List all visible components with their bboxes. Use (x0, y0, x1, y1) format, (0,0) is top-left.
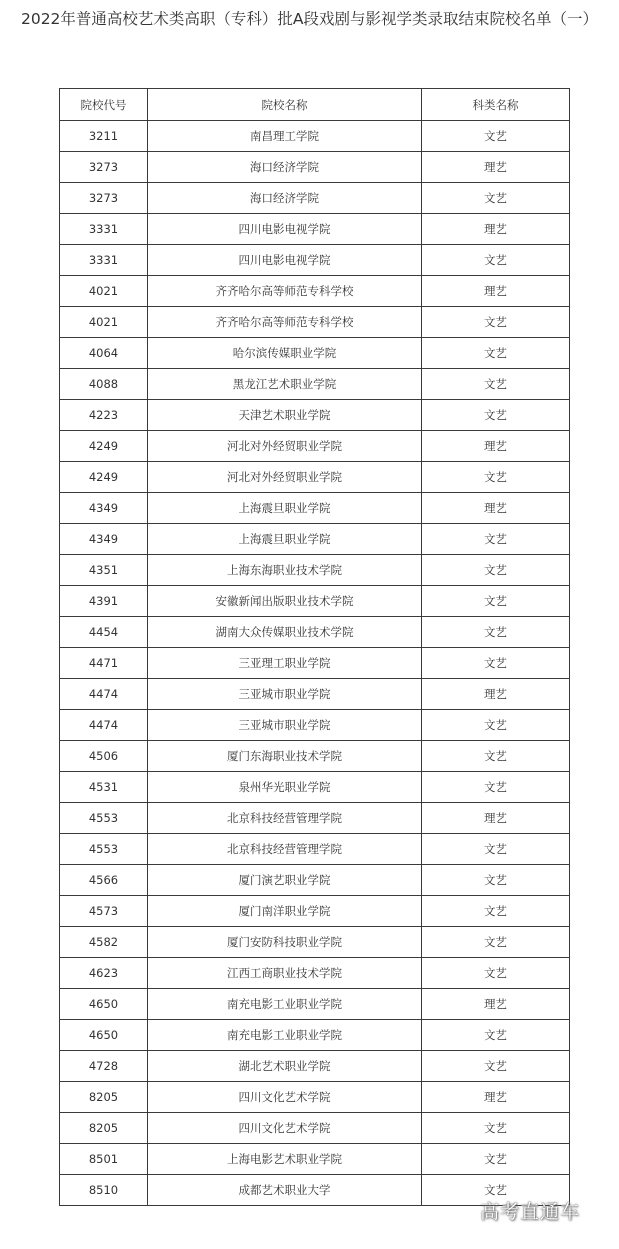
category-cell: 文艺 (422, 865, 570, 896)
table-row (60, 369, 570, 400)
category-cell: 文艺 (422, 307, 570, 338)
school-code-cell: 4021 (60, 276, 148, 307)
table-row (60, 586, 570, 617)
table-row (60, 276, 570, 307)
category-cell: 文艺 (422, 710, 570, 741)
school-code-cell: 4553 (60, 803, 148, 834)
school-name-cell: 厦门安防科技职业学院 (148, 927, 422, 958)
category-cell: 文艺 (422, 400, 570, 431)
school-code-cell: 4573 (60, 896, 148, 927)
school-name-cell: 南昌理工学院 (148, 121, 422, 152)
table-body (60, 121, 570, 1206)
category-cell: 文艺 (422, 648, 570, 679)
table-row (60, 338, 570, 369)
school-code-cell: 4391 (60, 586, 148, 617)
category-cell: 文艺 (422, 1020, 570, 1051)
table-row (60, 1144, 570, 1175)
school-name-cell: 齐齐哈尔高等师范专科学校 (148, 276, 422, 307)
category-cell: 理艺 (422, 214, 570, 245)
school-code-cell: 4088 (60, 369, 148, 400)
table-row (60, 121, 570, 152)
category-cell: 文艺 (422, 462, 570, 493)
category-cell: 文艺 (422, 524, 570, 555)
school-name-cell: 上海电影艺术职业学院 (148, 1144, 422, 1175)
category-cell: 理艺 (422, 1082, 570, 1113)
table-row (60, 896, 570, 927)
school-code-cell: 4349 (60, 524, 148, 555)
category-cell: 理艺 (422, 431, 570, 462)
category-cell: 理艺 (422, 803, 570, 834)
page-title: 2022年普通高校艺术类高职（专科）批A段戏剧与影视学类录取结束院校名单（一） (20, 10, 599, 28)
table-row (60, 927, 570, 958)
school-name-cell: 四川文化艺术学院 (148, 1113, 422, 1144)
school-name-cell: 齐齐哈尔高等师范专科学校 (148, 307, 422, 338)
category-cell: 理艺 (422, 276, 570, 307)
table-row (60, 1113, 570, 1144)
school-name-cell: 四川电影电视学院 (148, 214, 422, 245)
school-name-cell: 南充电影工业职业学院 (148, 1020, 422, 1051)
category-cell: 文艺 (422, 1175, 570, 1206)
category-cell: 文艺 (422, 1051, 570, 1082)
category-cell: 文艺 (422, 1113, 570, 1144)
category-cell: 理艺 (422, 679, 570, 710)
school-name-cell: 河北对外经贸职业学院 (148, 462, 422, 493)
school-code-cell: 3331 (60, 245, 148, 276)
table-row (60, 958, 570, 989)
school-code-cell: 4650 (60, 1020, 148, 1051)
category-cell: 理艺 (422, 493, 570, 524)
table-row (60, 865, 570, 896)
school-name-cell: 哈尔滨传媒职业学院 (148, 338, 422, 369)
table-row (60, 1082, 570, 1113)
table-row (60, 648, 570, 679)
school-name-cell: 厦门演艺职业学院 (148, 865, 422, 896)
table-row (60, 772, 570, 803)
school-code-cell: 3273 (60, 183, 148, 214)
school-name-cell: 泉州华光职业学院 (148, 772, 422, 803)
school-code-cell: 8501 (60, 1144, 148, 1175)
table-row (60, 803, 570, 834)
school-code-cell: 4728 (60, 1051, 148, 1082)
school-code-cell: 4223 (60, 400, 148, 431)
school-name-cell: 厦门东海职业技术学院 (148, 741, 422, 772)
school-name-cell: 湖北艺术职业学院 (148, 1051, 422, 1082)
school-name-cell: 北京科技经营管理学院 (148, 834, 422, 865)
school-name-cell: 河北对外经贸职业学院 (148, 431, 422, 462)
header-school-code: 院校代号 (60, 89, 148, 121)
header-category: 科类名称 (422, 89, 570, 121)
school-code-cell: 4623 (60, 958, 148, 989)
table-row (60, 400, 570, 431)
school-name-cell: 四川文化艺术学院 (148, 1082, 422, 1113)
school-code-cell: 4566 (60, 865, 148, 896)
table-row (60, 431, 570, 462)
category-cell: 文艺 (422, 958, 570, 989)
school-name-cell: 厦门南洋职业学院 (148, 896, 422, 927)
school-code-cell: 3331 (60, 214, 148, 245)
table-row (60, 214, 570, 245)
school-code-cell: 4474 (60, 710, 148, 741)
category-cell: 文艺 (422, 121, 570, 152)
school-code-cell: 4650 (60, 989, 148, 1020)
table-header-row (60, 89, 570, 121)
school-code-cell: 4351 (60, 555, 148, 586)
category-cell: 文艺 (422, 555, 570, 586)
header-school-name: 院校名称 (148, 89, 422, 121)
table-row (60, 555, 570, 586)
school-code-cell: 8205 (60, 1082, 148, 1113)
school-code-cell: 8510 (60, 1175, 148, 1206)
school-name-cell: 上海东海职业技术学院 (148, 555, 422, 586)
school-code-cell: 8205 (60, 1113, 148, 1144)
school-code-cell: 4582 (60, 927, 148, 958)
category-cell: 文艺 (422, 617, 570, 648)
school-code-cell: 4474 (60, 679, 148, 710)
school-code-cell: 3211 (60, 121, 148, 152)
school-name-cell: 江西工商职业技术学院 (148, 958, 422, 989)
category-cell: 文艺 (422, 741, 570, 772)
school-code-cell: 4249 (60, 462, 148, 493)
category-cell: 文艺 (422, 772, 570, 803)
school-name-cell: 天津艺术职业学院 (148, 400, 422, 431)
table-row (60, 307, 570, 338)
school-name-cell: 黑龙江艺术职业学院 (148, 369, 422, 400)
school-name-cell: 北京科技经营管理学院 (148, 803, 422, 834)
school-code-cell: 4531 (60, 772, 148, 803)
table-row (60, 617, 570, 648)
school-name-cell: 三亚城市职业学院 (148, 710, 422, 741)
category-cell: 文艺 (422, 896, 570, 927)
school-name-cell: 上海震旦职业学院 (148, 493, 422, 524)
category-cell: 文艺 (422, 338, 570, 369)
school-name-cell: 南充电影工业职业学院 (148, 989, 422, 1020)
table-row (60, 989, 570, 1020)
school-name-cell: 湖南大众传媒职业技术学院 (148, 617, 422, 648)
table-row (60, 524, 570, 555)
table-row (60, 183, 570, 214)
table-row (60, 462, 570, 493)
category-cell: 文艺 (422, 183, 570, 214)
watermark-logo: 高考直通车 (480, 1201, 581, 1223)
category-cell: 理艺 (422, 152, 570, 183)
school-code-cell: 4506 (60, 741, 148, 772)
school-name-cell: 上海震旦职业学院 (148, 524, 422, 555)
category-cell: 文艺 (422, 586, 570, 617)
admission-table-container (59, 88, 570, 1206)
table-row (60, 1051, 570, 1082)
category-cell: 理艺 (422, 989, 570, 1020)
school-code-cell: 4249 (60, 431, 148, 462)
school-name-cell: 四川电影电视学院 (148, 245, 422, 276)
table-row (60, 152, 570, 183)
table-row (60, 1020, 570, 1051)
admission-table (59, 88, 570, 1206)
school-name-cell: 三亚城市职业学院 (148, 679, 422, 710)
school-code-cell: 4471 (60, 648, 148, 679)
table-row (60, 741, 570, 772)
school-code-cell: 3273 (60, 152, 148, 183)
table-row (60, 493, 570, 524)
school-name-cell: 海口经济学院 (148, 183, 422, 214)
school-code-cell: 4454 (60, 617, 148, 648)
school-name-cell: 三亚理工职业学院 (148, 648, 422, 679)
category-cell: 文艺 (422, 834, 570, 865)
school-name-cell: 安徽新闻出版职业技术学院 (148, 586, 422, 617)
table-row (60, 245, 570, 276)
category-cell: 文艺 (422, 245, 570, 276)
school-name-cell: 海口经济学院 (148, 152, 422, 183)
school-name-cell: 成都艺术职业大学 (148, 1175, 422, 1206)
school-code-cell: 4349 (60, 493, 148, 524)
table-row (60, 834, 570, 865)
table-row (60, 710, 570, 741)
table-row (60, 679, 570, 710)
school-code-cell: 4021 (60, 307, 148, 338)
category-cell: 文艺 (422, 369, 570, 400)
school-code-cell: 4064 (60, 338, 148, 369)
category-cell: 文艺 (422, 1144, 570, 1175)
category-cell: 文艺 (422, 927, 570, 958)
school-code-cell: 4553 (60, 834, 148, 865)
